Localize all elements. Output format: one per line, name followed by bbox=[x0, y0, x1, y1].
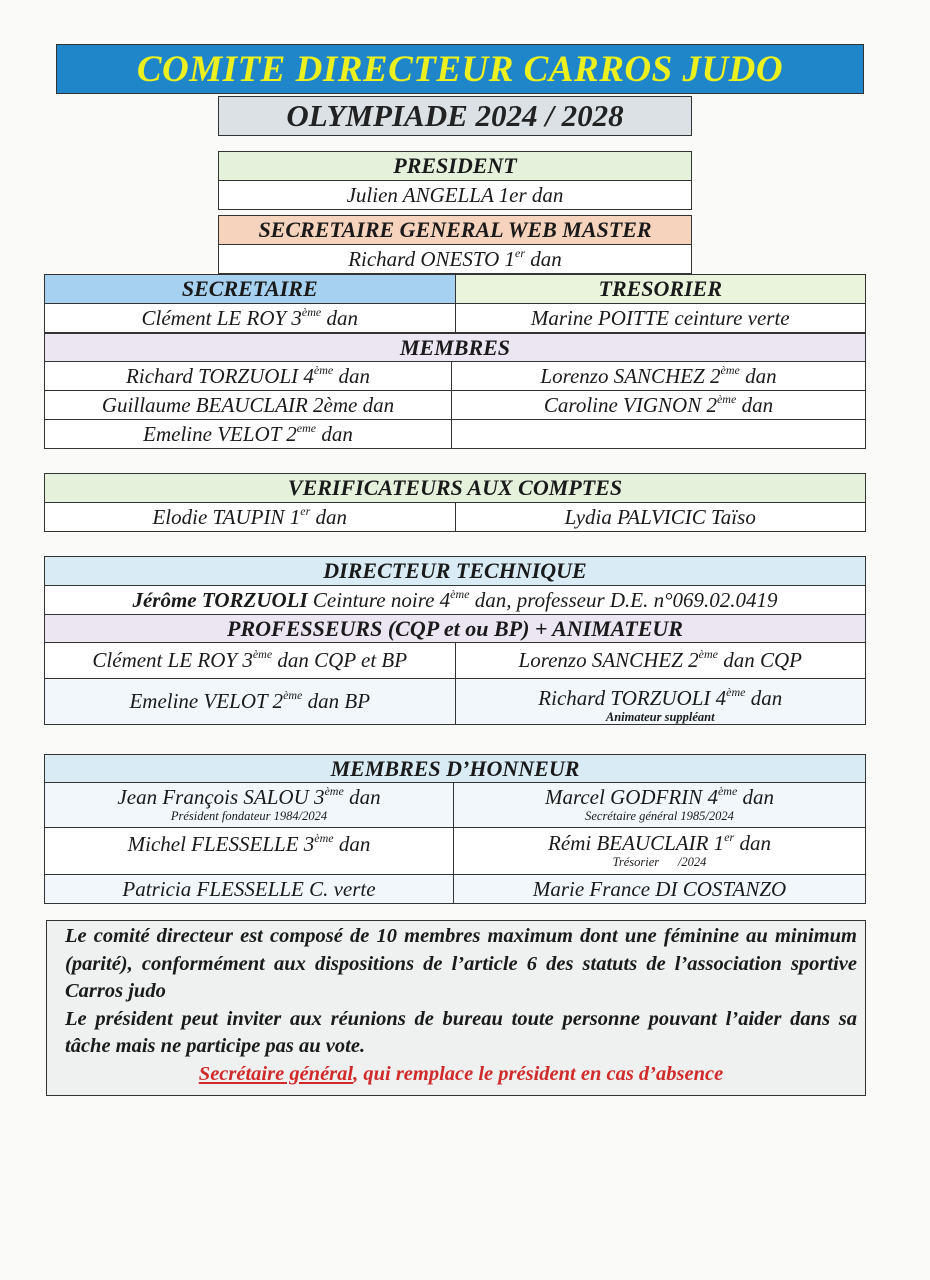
secretaire-tresorier-header bbox=[44, 274, 866, 304]
membres-row bbox=[44, 419, 866, 449]
note-paragraph: Le comité directeur est composé de 10 membres maximum dont une féminine au minimum (parité), conformément aux dispositions de l’article 6 des statuts de l’association sportive Carros judo bbox=[65, 925, 857, 1002]
professeur-name: Clément LE ROY 3ème dan CQP et BP bbox=[92, 647, 408, 672]
verificateur-name: Lydia PALVICIC Taïso bbox=[455, 503, 866, 531]
professeurs-header: PROFESSEURS (CQP et ou BP) + ANIMATEUR bbox=[44, 614, 866, 643]
secretaire-name: Clément LE ROY 3ème dan bbox=[141, 304, 358, 330]
note-secretaire-general: Secrétaire général, qui remplace le président en cas d’absence bbox=[198, 1062, 724, 1085]
page-subtitle: OLYMPIADE 2024 / 2028 bbox=[286, 98, 624, 133]
secretaire-general-name: Richard ONESTO 1er dan bbox=[348, 245, 562, 271]
membre-name: Lorenzo SANCHEZ 2ème dan bbox=[451, 362, 865, 390]
verificateurs-names bbox=[44, 502, 866, 532]
membres-row bbox=[44, 390, 866, 420]
professeurs-row bbox=[44, 642, 866, 679]
honneur-name: Rémi BEAUCLAIR 1er dan Trésorier /2024 bbox=[453, 828, 865, 874]
directeur-technique-row bbox=[44, 585, 866, 615]
secretaire-general-name-row bbox=[218, 244, 692, 274]
verificateurs-header: VERIFICATEURS AUX COMPTES bbox=[44, 473, 866, 503]
honneur-name: Michel FLESSELLE 3ème dan bbox=[127, 831, 371, 856]
president-name-row bbox=[218, 180, 692, 210]
honneur-note: Président fondateur 1984/2024 bbox=[170, 809, 328, 824]
directeur-technique-header: DIRECTEUR TECHNIQUE bbox=[44, 556, 866, 586]
honneur-row bbox=[44, 782, 866, 828]
verificateur-name: Elodie TAUPIN 1er dan bbox=[152, 503, 347, 529]
professeur-note: Animateur suppléant bbox=[605, 709, 715, 724]
statuts-note bbox=[46, 920, 866, 1096]
membre-name: Emeline VELOT 2eme dan bbox=[143, 420, 353, 446]
membre-name: Richard TORZUOLI 4ème dan bbox=[126, 362, 370, 388]
subtitle-banner bbox=[218, 96, 692, 136]
honneur-name: Marcel GODFRIN 4ème dan Secrétaire général 1985/2024 bbox=[453, 783, 865, 827]
membres-row bbox=[44, 361, 866, 391]
honneur-name: Jean François SALOU 3ème dan Président fondateur 1984/2024 bbox=[117, 784, 381, 824]
honneur-name: Patricia FLESSELLE C. verte bbox=[122, 876, 376, 901]
secretaire-general-header: SECRETAIRE GENERAL WEB MASTER bbox=[218, 215, 692, 245]
membres-header: MEMBRES bbox=[44, 333, 866, 362]
secretaire-header: SECRETAIRE bbox=[45, 275, 455, 303]
directeur-technique-name: Jérôme TORZUOLI Ceinture noire 4ème dan, professeur D.E. n°069.02.0419 bbox=[132, 586, 778, 612]
honneur-row bbox=[44, 827, 866, 875]
honneur-header: MEMBRES D’HONNEUR bbox=[44, 754, 866, 783]
professeur-name: Emeline VELOT 2ème dan BP bbox=[129, 688, 371, 713]
page-title: COMITE DIRECTEUR CARROS JUDO bbox=[136, 48, 784, 90]
membre-name-empty bbox=[451, 420, 865, 448]
honneur-note: Trésorier /2024 bbox=[612, 855, 707, 870]
professeur-name: Richard TORZUOLI 4ème dan Animateur suppléant bbox=[455, 679, 866, 724]
professeur-name: Lorenzo SANCHEZ 2ème dan CQP bbox=[455, 643, 866, 678]
membre-name: Guillaume BEAUCLAIR 2ème dan bbox=[101, 392, 395, 417]
honneur-name: Marie France DI COSTANZO bbox=[453, 875, 865, 903]
note-paragraph: Le président peut inviter aux réunions de bureau toute personne pouvant l’aider dans sa tâche mais ne participe pas au vote. bbox=[65, 1007, 857, 1057]
president-header: PRESIDENT bbox=[218, 151, 692, 181]
professeurs-row bbox=[44, 678, 866, 725]
honneur-note: Secrétaire général 1985/2024 bbox=[585, 809, 734, 824]
secretaire-tresorier-names bbox=[44, 303, 866, 333]
honneur-row bbox=[44, 874, 866, 904]
tresorier-name: Marine POITTE ceinture verte bbox=[455, 304, 866, 332]
membre-name: Caroline VIGNON 2ème dan bbox=[451, 391, 865, 419]
tresorier-header: TRESORIER bbox=[455, 275, 866, 303]
president-name: Julien ANGELLA 1er dan bbox=[346, 182, 564, 207]
title-banner bbox=[56, 44, 864, 94]
